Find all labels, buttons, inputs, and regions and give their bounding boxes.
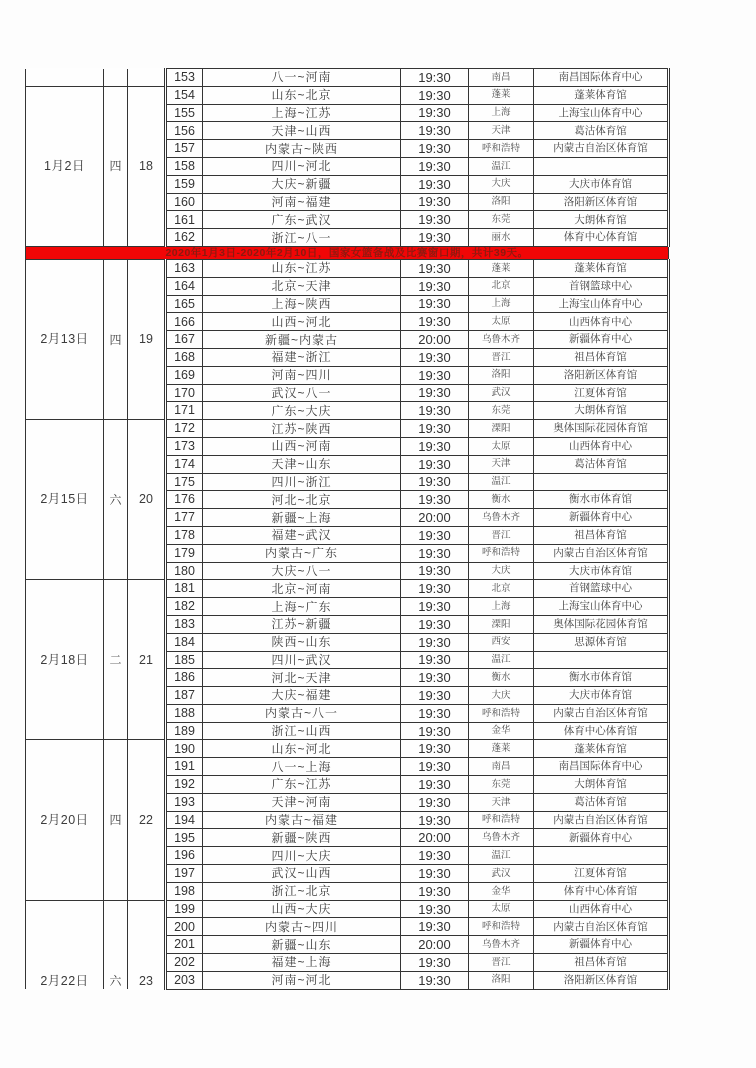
cell-no: 195 (166, 829, 203, 847)
cell-no: 185 (166, 651, 203, 669)
cell-venue: 体育中心体育馆 (534, 882, 669, 900)
cell-matchup: 内蒙古~广东 (203, 544, 401, 562)
date-cell: 2月22日 (26, 900, 104, 989)
cell-matchup: 浙江~山西 (203, 722, 401, 740)
cell-matchup: 天津~山西 (203, 122, 401, 140)
date-cell: 2月18日 (26, 580, 104, 740)
cell-venue: 葛沽体育馆 (534, 122, 669, 140)
weekday-cell: 四 (104, 259, 128, 419)
cell-no: 160 (166, 193, 203, 211)
cell-venue: 首钢篮球中心 (534, 580, 669, 598)
cell-city: 洛阳 (469, 366, 534, 384)
cell-time: 19:30 (401, 295, 469, 313)
cell-venue: 上海宝山体育中心 (534, 104, 669, 122)
cell-city: 呼和浩特 (469, 140, 534, 158)
cell-matchup: 山东~河北 (203, 740, 401, 758)
cell-venue: 内蒙古自治区体育馆 (534, 811, 669, 829)
cell-time: 19:30 (401, 366, 469, 384)
cell-venue: 洛阳新区体育馆 (534, 193, 669, 211)
cell-city: 乌鲁木齐 (469, 509, 534, 527)
cell-matchup: 八一~上海 (203, 758, 401, 776)
cell-matchup: 福建~上海 (203, 954, 401, 972)
cell-time: 19:30 (401, 598, 469, 616)
cell-city: 东莞 (469, 776, 534, 794)
cell-time: 19:30 (401, 473, 469, 491)
cell-time: 19:30 (401, 562, 469, 580)
cell-city: 溧阳 (469, 420, 534, 438)
cell-no: 154 (166, 86, 203, 104)
cell-time: 19:30 (401, 580, 469, 598)
weekday-cell (104, 69, 128, 87)
cell-city: 温江 (469, 473, 534, 491)
cell-venue: 新疆体育中心 (534, 331, 669, 349)
cell-venue: 新疆体育中心 (534, 829, 669, 847)
cell-time: 19:30 (401, 633, 469, 651)
cell-venue: 奥体国际花园体育馆 (534, 615, 669, 633)
cell-no: 161 (166, 211, 203, 229)
cell-city: 晋江 (469, 954, 534, 972)
schedule-table (25, 68, 670, 990)
cell-city: 乌鲁木齐 (469, 331, 534, 349)
date-cell: 2月20日 (26, 740, 104, 900)
cell-time: 19:30 (401, 348, 469, 366)
cell-city: 南昌 (469, 69, 534, 87)
cell-time: 19:30 (401, 193, 469, 211)
cell-no: 189 (166, 722, 203, 740)
cell-no: 172 (166, 420, 203, 438)
cell-no: 198 (166, 882, 203, 900)
cell-city: 上海 (469, 598, 534, 616)
cell-no: 174 (166, 455, 203, 473)
cell-city: 大庆 (469, 687, 534, 705)
cell-matchup: 上海~广东 (203, 598, 401, 616)
cell-venue: 洛阳新区体育馆 (534, 366, 669, 384)
cell-matchup: 广东~大庆 (203, 402, 401, 420)
cell-city: 大庆 (469, 175, 534, 193)
cell-time: 19:30 (401, 104, 469, 122)
cell-time: 19:30 (401, 704, 469, 722)
cell-time: 19:30 (401, 69, 469, 87)
cell-matchup: 新疆~山东 (203, 936, 401, 954)
cell-time: 19:30 (401, 229, 469, 247)
cell-no: 203 (166, 971, 203, 989)
cell-time: 19:30 (401, 811, 469, 829)
weekday-cell: 四 (104, 740, 128, 900)
cell-city: 乌鲁木齐 (469, 829, 534, 847)
cell-venue: 葛沽体育馆 (534, 455, 669, 473)
cell-no: 162 (166, 229, 203, 247)
cell-city: 上海 (469, 295, 534, 313)
cell-city: 天津 (469, 455, 534, 473)
cell-matchup: 新疆~陕西 (203, 829, 401, 847)
cell-time: 19:30 (401, 882, 469, 900)
cell-city: 洛阳 (469, 193, 534, 211)
date-cell: 2月13日 (26, 259, 104, 419)
cell-no: 164 (166, 277, 203, 295)
cell-time: 19:30 (401, 669, 469, 687)
cell-city: 上海 (469, 104, 534, 122)
cell-venue: 新疆体育中心 (534, 936, 669, 954)
table-row (26, 259, 669, 277)
cell-matchup: 内蒙古~福建 (203, 811, 401, 829)
cell-time: 19:30 (401, 175, 469, 193)
cell-time: 20:00 (401, 829, 469, 847)
weekday-cell: 六 (104, 900, 128, 989)
cell-no: 173 (166, 437, 203, 455)
cell-city: 呼和浩特 (469, 811, 534, 829)
cell-time: 19:30 (401, 687, 469, 705)
cell-no: 191 (166, 758, 203, 776)
cell-matchup: 大庆~新疆 (203, 175, 401, 193)
cell-no: 197 (166, 865, 203, 883)
cell-city: 呼和浩特 (469, 918, 534, 936)
cell-venue: 体育中心体育馆 (534, 229, 669, 247)
cell-time: 19:30 (401, 971, 469, 989)
date-cell (26, 69, 104, 87)
cell-matchup: 新疆~上海 (203, 509, 401, 527)
table-row (26, 86, 669, 104)
cell-matchup: 山东~北京 (203, 86, 401, 104)
cell-city: 北京 (469, 580, 534, 598)
cell-matchup: 内蒙古~陕西 (203, 140, 401, 158)
cell-venue: 大庆市体育馆 (534, 175, 669, 193)
cell-venue: 山西体育中心 (534, 900, 669, 918)
cell-matchup: 武汉~八一 (203, 384, 401, 402)
cell-city: 南昌 (469, 758, 534, 776)
cell-matchup: 山东~江苏 (203, 259, 401, 277)
cell-no: 184 (166, 633, 203, 651)
round-cell: 19 (128, 259, 166, 419)
cell-matchup: 新疆~内蒙古 (203, 331, 401, 349)
cell-matchup: 河南~福建 (203, 193, 401, 211)
cell-matchup: 天津~山东 (203, 455, 401, 473)
cell-matchup: 四川~武汉 (203, 651, 401, 669)
cell-no: 196 (166, 847, 203, 865)
cell-time: 19:30 (401, 776, 469, 794)
table-row (26, 900, 669, 918)
cell-matchup: 天津~河南 (203, 793, 401, 811)
round-cell: 20 (128, 420, 166, 580)
cell-time: 19:30 (401, 544, 469, 562)
banner-text: 2020年1月3日-2020年2月10日，国家女篮备战及比赛窗口期，共计39天。 (26, 246, 669, 259)
cell-no: 166 (166, 313, 203, 331)
cell-matchup: 大庆~福建 (203, 687, 401, 705)
weekday-cell: 四 (104, 86, 128, 246)
cell-time: 19:30 (401, 277, 469, 295)
table-row (26, 740, 669, 758)
cell-matchup: 山西~大庆 (203, 900, 401, 918)
cell-city: 太原 (469, 437, 534, 455)
cell-matchup: 内蒙古~四川 (203, 918, 401, 936)
cell-time: 19:30 (401, 491, 469, 509)
cell-matchup: 大庆~八一 (203, 562, 401, 580)
cell-matchup: 四川~浙江 (203, 473, 401, 491)
cell-time: 19:30 (401, 420, 469, 438)
cell-no: 179 (166, 544, 203, 562)
round-cell: 22 (128, 740, 166, 900)
cell-matchup: 广东~武汉 (203, 211, 401, 229)
cell-city: 西安 (469, 633, 534, 651)
cell-venue: 大庆市体育馆 (534, 562, 669, 580)
cell-matchup: 河南~四川 (203, 366, 401, 384)
cell-venue: 内蒙古自治区体育馆 (534, 704, 669, 722)
cell-no: 183 (166, 615, 203, 633)
cell-city: 北京 (469, 277, 534, 295)
cell-no: 192 (166, 776, 203, 794)
cell-matchup: 河北~天津 (203, 669, 401, 687)
cell-time: 19:30 (401, 722, 469, 740)
cell-time: 19:30 (401, 455, 469, 473)
cell-venue: 蓬莱体育馆 (534, 740, 669, 758)
cell-time: 19:30 (401, 954, 469, 972)
cell-time: 20:00 (401, 509, 469, 527)
cell-time: 19:30 (401, 122, 469, 140)
cell-venue: 祖昌体育馆 (534, 526, 669, 544)
cell-city: 东莞 (469, 211, 534, 229)
cell-no: 155 (166, 104, 203, 122)
cell-no: 200 (166, 918, 203, 936)
cell-venue: 大庆市体育馆 (534, 687, 669, 705)
cell-time: 19:30 (401, 157, 469, 175)
cell-venue: 祖昌体育馆 (534, 954, 669, 972)
cell-venue: 体育中心体育馆 (534, 722, 669, 740)
round-cell (128, 69, 166, 87)
cell-venue (534, 473, 669, 491)
cell-matchup: 河南~河北 (203, 971, 401, 989)
cell-no: 167 (166, 331, 203, 349)
cell-venue (534, 157, 669, 175)
cell-time: 19:30 (401, 900, 469, 918)
cell-venue: 山西体育中心 (534, 437, 669, 455)
cell-time: 19:30 (401, 918, 469, 936)
cell-venue: 首钢篮球中心 (534, 277, 669, 295)
cell-time: 19:30 (401, 402, 469, 420)
cell-time: 19:30 (401, 847, 469, 865)
cell-no: 170 (166, 384, 203, 402)
cell-city: 温江 (469, 847, 534, 865)
cell-time: 20:00 (401, 331, 469, 349)
date-cell: 2月15日 (26, 420, 104, 580)
cell-time: 19:30 (401, 740, 469, 758)
cell-no: 201 (166, 936, 203, 954)
cell-city: 呼和浩特 (469, 704, 534, 722)
cell-venue: 洛阳新区体育馆 (534, 971, 669, 989)
cell-city: 温江 (469, 651, 534, 669)
round-cell: 23 (128, 900, 166, 989)
cell-time: 19:30 (401, 384, 469, 402)
cell-venue: 蓬莱体育馆 (534, 259, 669, 277)
cell-no: 202 (166, 954, 203, 972)
cell-venue: 江夏体育馆 (534, 865, 669, 883)
cell-venue: 南昌国际体育中心 (534, 758, 669, 776)
cell-matchup: 北京~河南 (203, 580, 401, 598)
cell-venue: 衡水市体育馆 (534, 491, 669, 509)
cell-matchup: 武汉~山西 (203, 865, 401, 883)
cell-matchup: 福建~武汉 (203, 526, 401, 544)
cell-time: 19:30 (401, 259, 469, 277)
cell-no: 177 (166, 509, 203, 527)
table-row (26, 69, 669, 87)
cell-venue: 大朗体育馆 (534, 776, 669, 794)
weekday-cell: 六 (104, 420, 128, 580)
cell-city: 洛阳 (469, 971, 534, 989)
cell-venue: 上海宝山体育中心 (534, 295, 669, 313)
cell-matchup: 上海~陕西 (203, 295, 401, 313)
cell-city: 晋江 (469, 348, 534, 366)
cell-city: 天津 (469, 793, 534, 811)
cell-no: 194 (166, 811, 203, 829)
round-cell: 18 (128, 86, 166, 246)
cell-no: 158 (166, 157, 203, 175)
cell-time: 19:30 (401, 651, 469, 669)
cell-no: 176 (166, 491, 203, 509)
cell-city: 衡水 (469, 669, 534, 687)
cell-venue: 新疆体育中心 (534, 509, 669, 527)
cell-no: 187 (166, 687, 203, 705)
cell-time: 19:30 (401, 615, 469, 633)
cell-no: 165 (166, 295, 203, 313)
cell-no: 175 (166, 473, 203, 491)
cell-matchup: 陕西~山东 (203, 633, 401, 651)
cell-matchup: 广东~江苏 (203, 776, 401, 794)
cell-city: 晋江 (469, 526, 534, 544)
cell-no: 199 (166, 900, 203, 918)
cell-matchup: 上海~江苏 (203, 104, 401, 122)
cell-venue: 内蒙古自治区体育馆 (534, 544, 669, 562)
cell-no: 171 (166, 402, 203, 420)
cell-city: 东莞 (469, 402, 534, 420)
cell-city: 武汉 (469, 865, 534, 883)
cell-time: 20:00 (401, 936, 469, 954)
banner-row (26, 246, 669, 259)
cell-city: 金华 (469, 882, 534, 900)
cell-no: 180 (166, 562, 203, 580)
cell-city: 乌鲁木齐 (469, 936, 534, 954)
cell-matchup: 北京~天津 (203, 277, 401, 295)
cell-no: 178 (166, 526, 203, 544)
cell-no: 193 (166, 793, 203, 811)
date-cell: 1月2日 (26, 86, 104, 246)
cell-city: 武汉 (469, 384, 534, 402)
cell-no: 156 (166, 122, 203, 140)
weekday-cell: 二 (104, 580, 128, 740)
cell-matchup: 山西~河南 (203, 437, 401, 455)
cell-venue: 江夏体育馆 (534, 384, 669, 402)
cell-city: 天津 (469, 122, 534, 140)
cell-venue: 思源体育馆 (534, 633, 669, 651)
cell-venue: 山西体育中心 (534, 313, 669, 331)
cell-no: 188 (166, 704, 203, 722)
cell-no: 163 (166, 259, 203, 277)
cell-city: 溧阳 (469, 615, 534, 633)
cell-venue: 大朗体育馆 (534, 211, 669, 229)
cell-matchup: 福建~浙江 (203, 348, 401, 366)
cell-no: 153 (166, 69, 203, 87)
schedule-table-body (26, 69, 669, 990)
cell-matchup: 河北~北京 (203, 491, 401, 509)
cell-time: 19:30 (401, 211, 469, 229)
cell-city: 蓬莱 (469, 86, 534, 104)
cell-city: 金华 (469, 722, 534, 740)
cell-time: 19:30 (401, 313, 469, 331)
cell-venue: 奥体国际花园体育馆 (534, 420, 669, 438)
cell-city: 衡水 (469, 491, 534, 509)
cell-time: 19:30 (401, 793, 469, 811)
cell-venue: 衡水市体育馆 (534, 669, 669, 687)
cell-time: 19:30 (401, 865, 469, 883)
cell-venue: 蓬莱体育馆 (534, 86, 669, 104)
cell-time: 19:30 (401, 437, 469, 455)
cell-venue: 大朗体育馆 (534, 402, 669, 420)
cell-city: 呼和浩特 (469, 544, 534, 562)
cell-matchup: 四川~河北 (203, 157, 401, 175)
cell-matchup: 四川~大庆 (203, 847, 401, 865)
cell-no: 186 (166, 669, 203, 687)
round-cell: 21 (128, 580, 166, 740)
cell-time: 19:30 (401, 526, 469, 544)
cell-city: 大庆 (469, 562, 534, 580)
cell-venue: 祖昌体育馆 (534, 348, 669, 366)
cell-no: 159 (166, 175, 203, 193)
cell-venue: 内蒙古自治区体育馆 (534, 918, 669, 936)
cell-no: 169 (166, 366, 203, 384)
cell-no: 181 (166, 580, 203, 598)
cell-time: 19:30 (401, 140, 469, 158)
cell-time: 19:30 (401, 758, 469, 776)
cell-city: 丽水 (469, 229, 534, 247)
cell-no: 168 (166, 348, 203, 366)
cell-venue: 南昌国际体育中心 (534, 69, 669, 87)
cell-city: 温江 (469, 157, 534, 175)
cell-venue: 葛沽体育馆 (534, 793, 669, 811)
cell-matchup: 江苏~陕西 (203, 420, 401, 438)
cell-venue (534, 847, 669, 865)
table-row (26, 420, 669, 438)
cell-matchup: 八一~河南 (203, 69, 401, 87)
cell-matchup: 江苏~新疆 (203, 615, 401, 633)
cell-matchup: 山西~河北 (203, 313, 401, 331)
cell-time: 19:30 (401, 86, 469, 104)
cell-venue: 内蒙古自治区体育馆 (534, 140, 669, 158)
cell-city: 蓬莱 (469, 259, 534, 277)
cell-no: 190 (166, 740, 203, 758)
cell-venue (534, 651, 669, 669)
cell-city: 太原 (469, 313, 534, 331)
cell-no: 157 (166, 140, 203, 158)
cell-matchup: 内蒙古~八一 (203, 704, 401, 722)
cell-matchup: 浙江~北京 (203, 882, 401, 900)
cell-city: 蓬莱 (469, 740, 534, 758)
cell-venue: 上海宝山体育中心 (534, 598, 669, 616)
cell-city: 太原 (469, 900, 534, 918)
table-row (26, 580, 669, 598)
cell-no: 182 (166, 598, 203, 616)
cell-matchup: 浙江~八一 (203, 229, 401, 247)
